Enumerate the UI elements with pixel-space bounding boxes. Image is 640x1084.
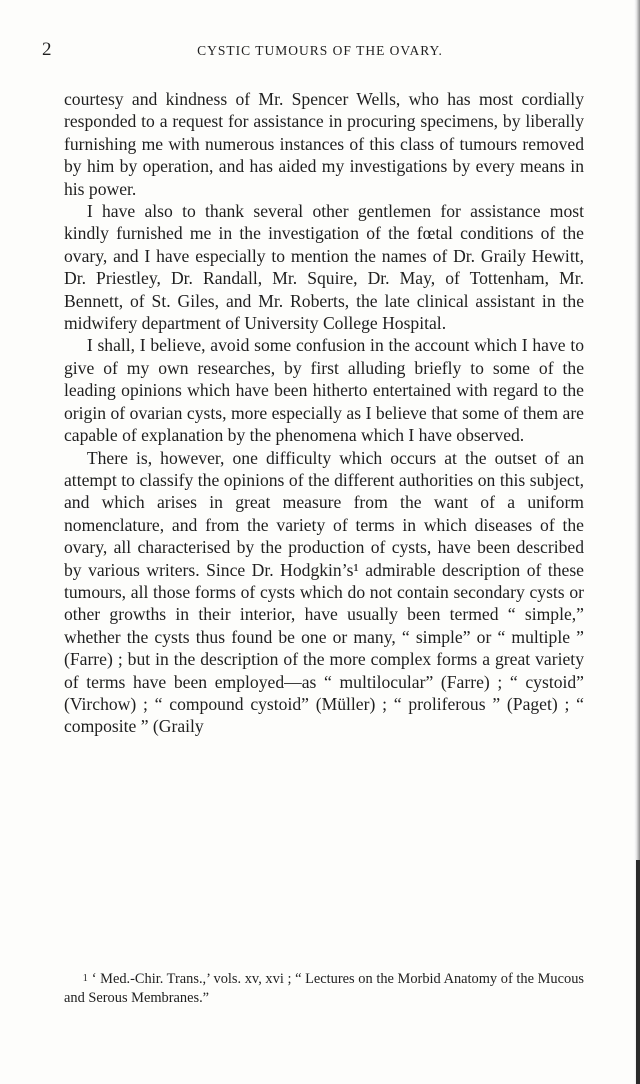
paragraph-4: There is, however, one difficulty which occurs at the outset of an attempt to classify the opinions of the different authorities on this subject, and which arises in great measure from the want of a uniform nomenclature, and from the variety of terms in which diseases of the ovary, all characterised by the production of cysts, have been described by various writers. Since Dr. Hodgkin’s¹ admirable description of these tumours, all those forms of cysts which do not contain secondary cysts or other growths in their interior, have usually been termed “ simple,” whether the cysts thus found be one or many, “ simple” or “ multiple ” (Farre) ; but in the description of the more complex forms a great variety of terms have been employed—as “ multilocular” (Farre) ; “ cystoid” (Virchow) ; “ compound cystoid” (Müller) ; “ proliferous ” (Paget) ; “ composite ” (Graily <box>64 447 584 737</box>
page-header <box>0 38 640 62</box>
paragraph-3: I shall, I believe, avoid some confusion in the account which I have to give of my own researches, by first alluding briefly to some of the leading opinions which have been hitherto entertained with regard to the origin of ovarian cysts, more especially as I believe that some of them are capable of explanation by the phenomena which I have observed. <box>64 335 584 446</box>
page-edge-shadow <box>636 860 640 1084</box>
page-number: 2 <box>42 39 52 60</box>
footnote-marker: 1 <box>82 973 88 984</box>
paragraph-2: I have also to thank several other gentlemen for assistance most kindly furnished me in the investigation of the fœtal conditions of the ovary, and I have especially to mention the names of Dr. Graily Hewitt, Dr. Priestley, Dr. Randall, Mr. Squire, Dr. May, of Tottenham, Mr. Bennett, of St. Giles, and Mr. Roberts, the late clinical assistant in the midwifery department of University College Hospital. <box>64 201 584 334</box>
footnote <box>64 970 584 1007</box>
running-title: CYSTIC TUMOURS OF THE OVARY. <box>197 43 443 58</box>
paragraph-1: courtesy and kindness of Mr. Spencer Wells, who has most cordially responded to a request for assistance in procuring specimens, by liberally furnishing me with numerous instances of this class of tumours removed by him by operation, and has aided my investigations by every means in his power. <box>64 89 584 199</box>
body-text <box>64 88 584 738</box>
footnote-text: ‘ Med.-Chir. Trans.,’ vols. xv, xvi ; “ Lectures on the Morbid Anatomy of the Mucous and Serous Membranes.” <box>64 971 584 1006</box>
